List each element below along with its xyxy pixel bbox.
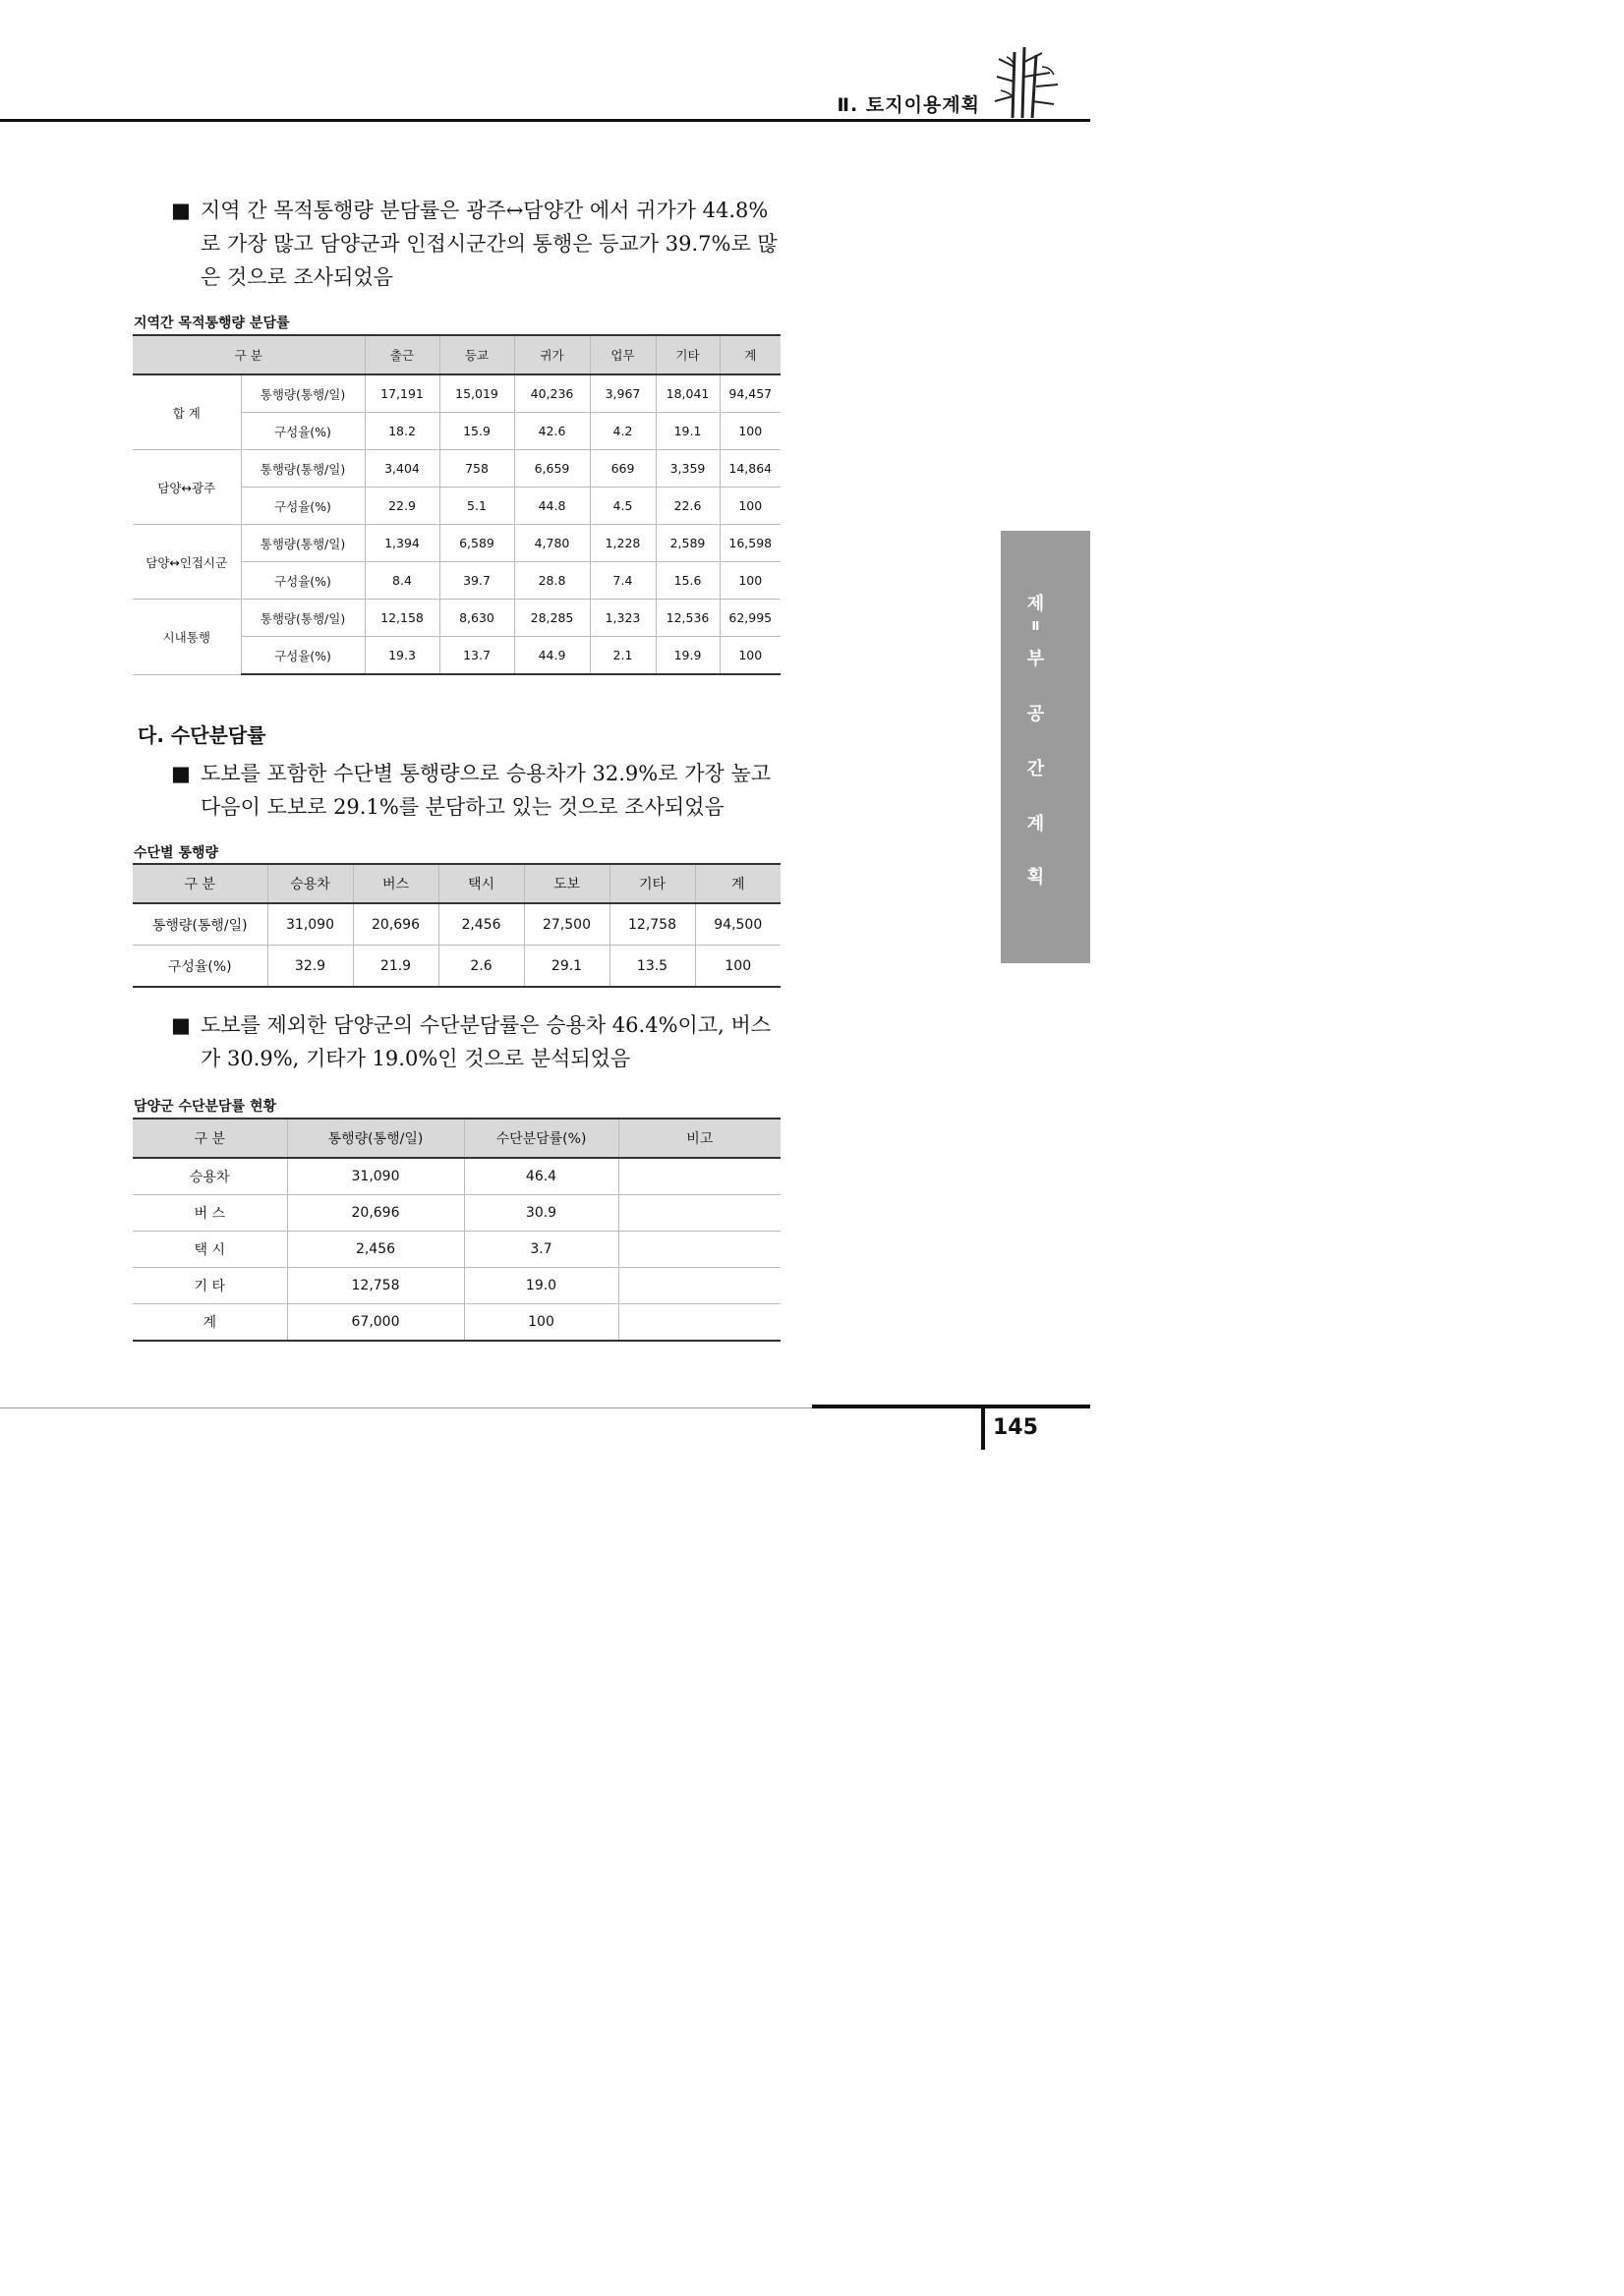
row-label: 구성율(%) bbox=[241, 488, 365, 525]
cell: 94,500 bbox=[695, 903, 781, 946]
row-label: 통행량(통행/일) bbox=[241, 374, 365, 413]
header-cell: 승용차 bbox=[267, 864, 353, 903]
bullet-square: ■ bbox=[171, 762, 191, 785]
header-cell: 수단분담률(%) bbox=[464, 1119, 618, 1158]
cell: 28,285 bbox=[514, 600, 590, 637]
table-row bbox=[133, 903, 781, 946]
header-cell: 도보 bbox=[524, 864, 609, 903]
table1-caption: 지역간 목적통행량 분담률 bbox=[134, 316, 290, 331]
paragraph-text: 도보를 제외한 담양군의 수단분담률은 승용차 46.4%이고, 버스가 30.9%, 기타가 19.0%인 것으로 분석되었음 bbox=[201, 1013, 772, 1070]
cell: 2,456 bbox=[287, 1232, 464, 1268]
cell: 46.4 bbox=[464, 1158, 618, 1195]
cell: 3,359 bbox=[656, 450, 720, 488]
paragraph-text: 지역 간 목적통행량 분담률은 광주↔담양간 에서 귀가가 44.8%로 가장 많고 담양군과 인접시군간의 통행은 등교가 39.7%로 많은 것으로 조사되었음 bbox=[201, 199, 778, 289]
side-tab-char: 간 bbox=[1026, 759, 1045, 779]
cell: 13.5 bbox=[609, 946, 695, 988]
cell: 2,456 bbox=[438, 903, 524, 946]
header-cell: 계 bbox=[720, 335, 781, 374]
cell: 94,457 bbox=[720, 374, 781, 413]
table-row bbox=[133, 1268, 781, 1304]
cell: 22.6 bbox=[656, 488, 720, 525]
header-cell: 귀가 bbox=[514, 335, 590, 374]
cell: 8.4 bbox=[365, 562, 439, 600]
side-tab-char: 획 bbox=[1026, 867, 1045, 888]
cell: 4.5 bbox=[590, 488, 656, 525]
chapter-header: Ⅱ. 토지이용계획 bbox=[837, 94, 980, 116]
side-tab-char: 계 bbox=[1026, 814, 1045, 834]
cell: 1,323 bbox=[590, 600, 656, 637]
cell: 62,995 bbox=[720, 600, 781, 637]
mode-traffic-table bbox=[133, 863, 781, 988]
cell: 100 bbox=[720, 637, 781, 675]
cell: 100 bbox=[695, 946, 781, 988]
cell: 22.9 bbox=[365, 488, 439, 525]
bullet-square: ■ bbox=[171, 199, 191, 222]
header-cell: 구 분 bbox=[133, 335, 365, 374]
cell: 16,598 bbox=[720, 525, 781, 562]
cell: 17,191 bbox=[365, 374, 439, 413]
header-cell: 업무 bbox=[590, 335, 656, 374]
cell: 12,158 bbox=[365, 600, 439, 637]
table-row bbox=[133, 1232, 781, 1268]
cell bbox=[618, 1304, 781, 1342]
row-label: 계 bbox=[133, 1304, 287, 1342]
cell: 18.2 bbox=[365, 413, 439, 450]
footer-rule-thick bbox=[812, 1405, 1090, 1408]
cell: 13.7 bbox=[439, 637, 514, 675]
cell: 2,589 bbox=[656, 525, 720, 562]
cell: 6,589 bbox=[439, 525, 514, 562]
part-side-tab bbox=[1001, 531, 1090, 963]
page-number-bar bbox=[981, 1408, 985, 1450]
cell: 12,758 bbox=[287, 1268, 464, 1304]
header-cell: 구 분 bbox=[133, 864, 267, 903]
cell: 19.9 bbox=[656, 637, 720, 675]
cell: 758 bbox=[439, 450, 514, 488]
cell: 4.2 bbox=[590, 413, 656, 450]
cell: 31,090 bbox=[267, 903, 353, 946]
row-label: 기 타 bbox=[133, 1268, 287, 1304]
header-cell: 구 분 bbox=[133, 1119, 287, 1158]
footer-rule bbox=[0, 1407, 812, 1408]
header-cell: 비고 bbox=[618, 1119, 781, 1158]
mode-share-table bbox=[133, 1118, 781, 1342]
cell: 3,967 bbox=[590, 374, 656, 413]
row-label: 구성율(%) bbox=[133, 946, 267, 988]
table3-caption: 담양군 수단분담률 현황 bbox=[134, 1099, 276, 1115]
row-label: 구성율(%) bbox=[241, 413, 365, 450]
cell: 7.4 bbox=[590, 562, 656, 600]
cell bbox=[618, 1195, 781, 1232]
cell: 6,659 bbox=[514, 450, 590, 488]
paragraph-1 bbox=[171, 194, 783, 294]
row-label: 택 시 bbox=[133, 1232, 287, 1268]
group-label: 담양↔인접시군 bbox=[133, 525, 241, 600]
table-row bbox=[133, 600, 781, 637]
paragraph-2 bbox=[171, 757, 783, 824]
cell: 2.6 bbox=[438, 946, 524, 988]
cell: 19.0 bbox=[464, 1268, 618, 1304]
row-label: 통행량(통행/일) bbox=[241, 600, 365, 637]
table-row bbox=[133, 374, 781, 413]
cell: 42.6 bbox=[514, 413, 590, 450]
cell: 31,090 bbox=[287, 1158, 464, 1195]
table-row bbox=[133, 525, 781, 562]
header-cell: 기타 bbox=[609, 864, 695, 903]
cell: 40,236 bbox=[514, 374, 590, 413]
cell: 19.3 bbox=[365, 637, 439, 675]
bullet-square: ■ bbox=[171, 1013, 191, 1037]
cell: 100 bbox=[720, 488, 781, 525]
section-title: 다. 수단분담률 bbox=[138, 723, 266, 747]
table-row bbox=[133, 1195, 781, 1232]
cell: 39.7 bbox=[439, 562, 514, 600]
cell: 29.1 bbox=[524, 946, 609, 988]
cell: 32.9 bbox=[267, 946, 353, 988]
page-number: 145 bbox=[993, 1415, 1038, 1440]
cell: 12,536 bbox=[656, 600, 720, 637]
table-row bbox=[133, 1158, 781, 1195]
cell: 27,500 bbox=[524, 903, 609, 946]
cell: 30.9 bbox=[464, 1195, 618, 1232]
cell: 20,696 bbox=[353, 903, 438, 946]
bamboo-decoration-icon bbox=[993, 47, 1062, 121]
paragraph-text: 도보를 포함한 수단별 통행량으로 승용차가 32.9%로 가장 높고 다음이 도보로 29.1%를 분담하고 있는 것으로 조사되었음 bbox=[201, 762, 772, 819]
table-row bbox=[133, 1304, 781, 1342]
cell: 1,394 bbox=[365, 525, 439, 562]
cell bbox=[618, 1232, 781, 1268]
cell: 19.1 bbox=[656, 413, 720, 450]
cell: 20,696 bbox=[287, 1195, 464, 1232]
paragraph-3 bbox=[171, 1008, 783, 1075]
group-label: 담양↔광주 bbox=[133, 450, 241, 525]
header-cell: 출근 bbox=[365, 335, 439, 374]
cell: 5.1 bbox=[439, 488, 514, 525]
cell: 44.9 bbox=[514, 637, 590, 675]
row-label: 승용차 bbox=[133, 1158, 287, 1195]
side-tab-char: 제 bbox=[1026, 594, 1045, 614]
header-cell: 통행량(통행/일) bbox=[287, 1119, 464, 1158]
row-label: 통행량(통행/일) bbox=[241, 525, 365, 562]
row-label: 버 스 bbox=[133, 1195, 287, 1232]
regional-purpose-trip-table bbox=[133, 334, 781, 675]
header-cell: 계 bbox=[695, 864, 781, 903]
row-label: 구성율(%) bbox=[241, 562, 365, 600]
cell: 8,630 bbox=[439, 600, 514, 637]
table-row bbox=[133, 450, 781, 488]
cell: 3,404 bbox=[365, 450, 439, 488]
cell: 21.9 bbox=[353, 946, 438, 988]
header-cell: 택시 bbox=[438, 864, 524, 903]
cell: 15,019 bbox=[439, 374, 514, 413]
group-label: 합 계 bbox=[133, 374, 241, 450]
cell: 12,758 bbox=[609, 903, 695, 946]
cell: 2.1 bbox=[590, 637, 656, 675]
row-label: 구성율(%) bbox=[241, 637, 365, 675]
cell: 14,864 bbox=[720, 450, 781, 488]
side-tab-char: 부 bbox=[1026, 649, 1045, 669]
cell: 100 bbox=[720, 413, 781, 450]
cell bbox=[618, 1268, 781, 1304]
cell: 3.7 bbox=[464, 1232, 618, 1268]
cell bbox=[618, 1158, 781, 1195]
cell: 669 bbox=[590, 450, 656, 488]
cell: 28.8 bbox=[514, 562, 590, 600]
group-label: 시내통행 bbox=[133, 600, 241, 675]
cell: 100 bbox=[464, 1304, 618, 1342]
cell: 18,041 bbox=[656, 374, 720, 413]
table2-caption: 수단별 통행량 bbox=[134, 845, 219, 861]
cell: 67,000 bbox=[287, 1304, 464, 1342]
side-tab-char: Ⅱ bbox=[1031, 619, 1040, 633]
cell: 1,228 bbox=[590, 525, 656, 562]
header-cell: 버스 bbox=[353, 864, 438, 903]
cell: 100 bbox=[720, 562, 781, 600]
header-rule bbox=[0, 119, 1090, 122]
row-label: 통행량(통행/일) bbox=[241, 450, 365, 488]
header-cell: 등교 bbox=[439, 335, 514, 374]
cell: 4,780 bbox=[514, 525, 590, 562]
cell: 15.6 bbox=[656, 562, 720, 600]
cell: 44.8 bbox=[514, 488, 590, 525]
row-label: 통행량(통행/일) bbox=[133, 903, 267, 946]
header-cell: 기타 bbox=[656, 335, 720, 374]
cell: 15.9 bbox=[439, 413, 514, 450]
side-tab-char: 공 bbox=[1026, 704, 1045, 724]
table-row bbox=[133, 946, 781, 988]
